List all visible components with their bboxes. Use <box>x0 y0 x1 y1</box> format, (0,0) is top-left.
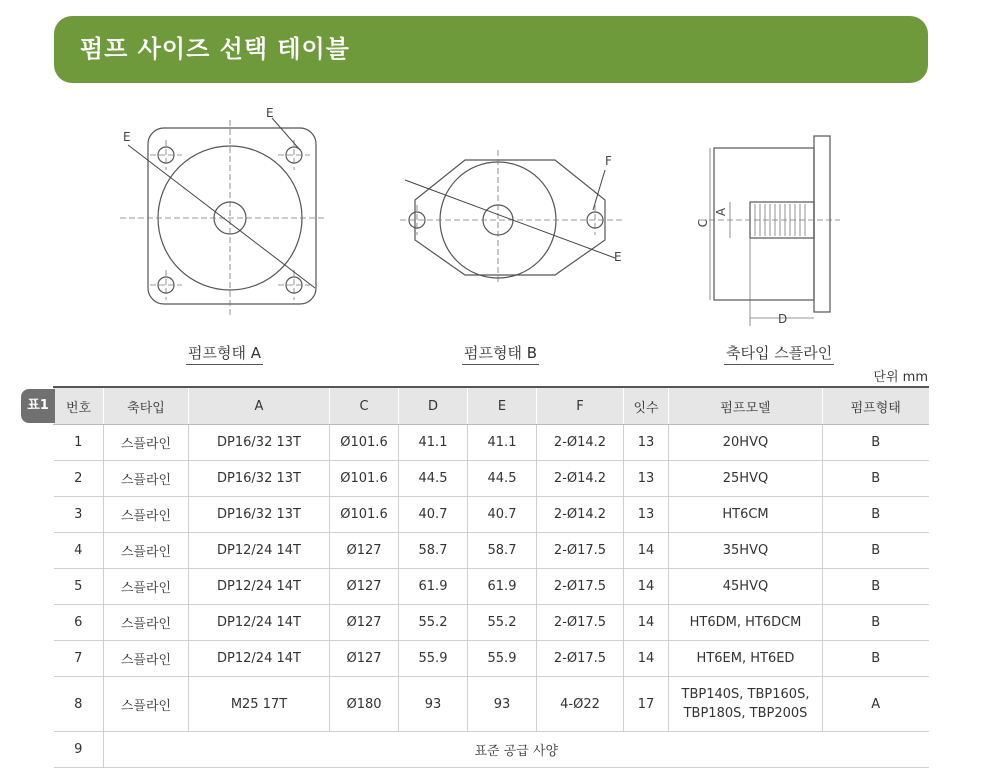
table-cell: 7 <box>54 641 104 677</box>
table-cell: Ø101.6 <box>330 497 399 533</box>
spline-shaft-diagram <box>700 128 840 333</box>
table-cell: 8 <box>54 677 104 732</box>
table-cell: HT6EM, HT6ED <box>669 641 823 677</box>
spline-caption: 축타입 스플라인 <box>724 342 834 365</box>
table-cell: A <box>823 677 929 732</box>
table-cell: 44.5 <box>468 461 537 497</box>
table-cell: Ø127 <box>330 533 399 569</box>
table-cell: DP12/24 14T <box>189 605 330 641</box>
table-cell: 스플라인 <box>104 569 189 605</box>
table-row <box>20 497 929 533</box>
table-cell <box>669 677 823 732</box>
table-cell: 2-Ø14.2 <box>537 425 624 461</box>
table-cell: 25HVQ <box>669 461 823 497</box>
table-cell: 93 <box>468 677 537 732</box>
table-cell: 5 <box>54 569 104 605</box>
spline-label-c: C <box>696 218 711 228</box>
diagram-b-label-f: F <box>605 154 612 168</box>
table-cell: 2-Ø14.2 <box>537 497 624 533</box>
table-cell: 58.7 <box>468 533 537 569</box>
col-header: E <box>468 387 537 425</box>
table-cell: 스플라인 <box>104 425 189 461</box>
table-row <box>20 461 929 497</box>
table-cell: 41.1 <box>468 425 537 461</box>
table-cell: 13 <box>624 425 669 461</box>
table-row <box>20 732 929 768</box>
table-header-row <box>20 387 929 425</box>
table-cell: HT6CM <box>669 497 823 533</box>
table-cell: 13 <box>624 461 669 497</box>
table-cell: 17 <box>624 677 669 732</box>
diagram-a-caption: 펌프형태 A <box>186 342 263 365</box>
table-cell: B <box>823 533 929 569</box>
table-cell: 61.9 <box>399 569 468 605</box>
table-cell: 55.2 <box>399 605 468 641</box>
table-cell: DP12/24 14T <box>189 641 330 677</box>
table-cell: Ø127 <box>330 641 399 677</box>
table-cell: DP16/32 13T <box>189 497 330 533</box>
table-cell: DP16/32 13T <box>189 425 330 461</box>
spline-label-a: A <box>714 207 729 217</box>
table-cell: 스플라인 <box>104 461 189 497</box>
table-cell: 14 <box>624 569 669 605</box>
page-title: 펌프 사이즈 선택 테이블 <box>80 35 350 63</box>
table-cell: 2-Ø14.2 <box>537 461 624 497</box>
table-row <box>20 569 929 605</box>
table-cell: 40.7 <box>468 497 537 533</box>
table-cell: B <box>823 605 929 641</box>
col-header: F <box>537 387 624 425</box>
table-row <box>20 605 929 641</box>
table-cell: HT6DM, HT6DCM <box>669 605 823 641</box>
table-cell: 14 <box>624 533 669 569</box>
table-cell: 14 <box>624 605 669 641</box>
table-row <box>20 533 929 569</box>
table-cell: 9 <box>54 732 104 768</box>
table-cell: 스플라인 <box>104 641 189 677</box>
table-cell: 스플라인 <box>104 677 189 732</box>
table-cell: Ø127 <box>330 569 399 605</box>
table-row <box>20 425 929 461</box>
table-body <box>20 425 929 768</box>
col-header: 펌프모델 <box>669 387 823 425</box>
col-header: D <box>399 387 468 425</box>
table-cell: 2-Ø17.5 <box>537 533 624 569</box>
pump-type-a-diagram <box>110 100 330 325</box>
table-cell: Ø101.6 <box>330 425 399 461</box>
table-cell: 스플라인 <box>104 605 189 641</box>
table-cell: 2 <box>54 461 104 497</box>
table-cell: Ø101.6 <box>330 461 399 497</box>
table-cell: 93 <box>399 677 468 732</box>
col-header: 축타입 <box>104 387 189 425</box>
header-banner <box>54 16 928 83</box>
table-cell: Ø180 <box>330 677 399 732</box>
unit-label: 단위 mm <box>873 370 928 385</box>
table-cell: 4 <box>54 533 104 569</box>
diagram-a-label-e1: E <box>123 130 131 144</box>
table-cell: M25 17T <box>189 677 330 732</box>
table-badge: 표1 <box>21 389 55 423</box>
table-cell: 스플라인 <box>104 533 189 569</box>
table-cell: Ø127 <box>330 605 399 641</box>
table-cell: 55.2 <box>468 605 537 641</box>
table-badge-cell <box>20 387 54 425</box>
col-header: C <box>330 387 399 425</box>
table-cell: 20HVQ <box>669 425 823 461</box>
table-row <box>20 677 929 732</box>
table-cell: DP12/24 14T <box>189 533 330 569</box>
table-cell: 2-Ø17.5 <box>537 569 624 605</box>
table-cell: 스플라인 <box>104 497 189 533</box>
table-cell: B <box>823 641 929 677</box>
model-line: TBP180S, TBP200S <box>683 706 808 721</box>
table-cell: 6 <box>54 605 104 641</box>
table-note-cell: 표준 공급 사양 <box>104 732 929 768</box>
col-header: 번호 <box>54 387 104 425</box>
table-cell: 55.9 <box>399 641 468 677</box>
table-cell: 40.7 <box>399 497 468 533</box>
table-cell: 13 <box>624 497 669 533</box>
table-cell: 55.9 <box>468 641 537 677</box>
col-header: A <box>189 387 330 425</box>
table-cell: B <box>823 425 929 461</box>
table-cell: 3 <box>54 497 104 533</box>
table-cell: B <box>823 569 929 605</box>
table-cell: 58.7 <box>399 533 468 569</box>
diagram-b-label-e: E <box>614 250 622 264</box>
spline-label-d: D <box>778 312 788 326</box>
col-header: 펌프형태 <box>823 387 929 425</box>
pump-type-b-diagram <box>395 140 630 285</box>
diagram-a-label-e2: E <box>266 106 274 120</box>
col-header: 잇수 <box>624 387 669 425</box>
pump-size-table <box>19 386 929 768</box>
table-cell: DP16/32 13T <box>189 461 330 497</box>
table-cell: 2-Ø17.5 <box>537 605 624 641</box>
table-row <box>20 641 929 677</box>
table-cell: 35HVQ <box>669 533 823 569</box>
table-cell: DP12/24 14T <box>189 569 330 605</box>
table-cell: 2-Ø17.5 <box>537 641 624 677</box>
model-line: TBP140S, TBP160S, <box>681 687 810 702</box>
table-cell: 4-Ø22 <box>537 677 624 732</box>
table-cell: 44.5 <box>399 461 468 497</box>
table-cell: B <box>823 497 929 533</box>
table-cell: 41.1 <box>399 425 468 461</box>
table-cell: 14 <box>624 641 669 677</box>
table-cell: 61.9 <box>468 569 537 605</box>
diagram-b-caption: 펌프형태 B <box>462 342 539 365</box>
table-cell: 1 <box>54 425 104 461</box>
table-cell: 45HVQ <box>669 569 823 605</box>
table-cell: B <box>823 461 929 497</box>
